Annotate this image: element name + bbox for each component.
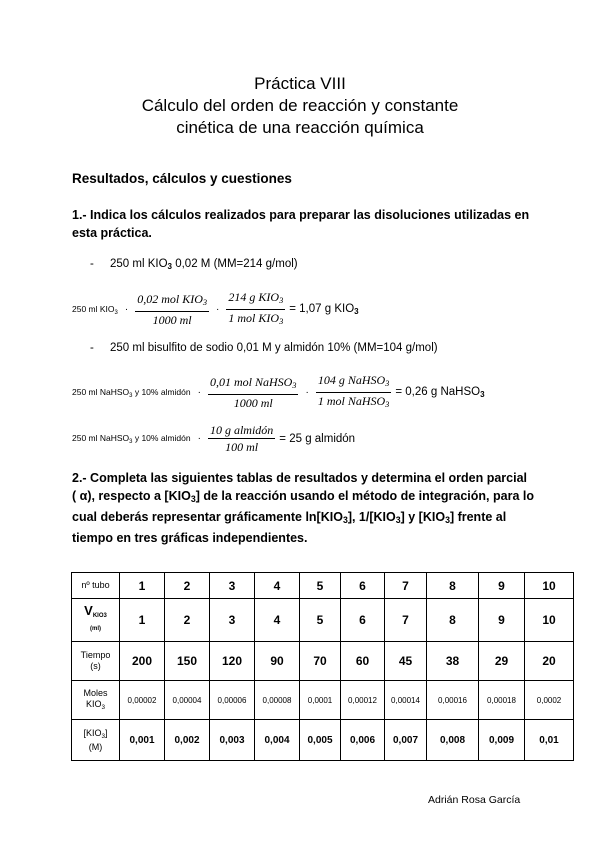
bullet-kio3-post: 0,02 M (MM=214 g/mol) bbox=[172, 258, 298, 270]
cell-tubo: 4 bbox=[255, 573, 300, 599]
subscript: 3 bbox=[129, 438, 133, 445]
calc-label-post: y 10% almidón bbox=[132, 432, 191, 443]
denominator-text: 1 mol NaHSO bbox=[317, 394, 386, 408]
cell-tiempo: 38 bbox=[427, 642, 479, 681]
cell-moles: 0,00016 bbox=[427, 681, 479, 720]
section-heading: Resultados, cálculos y cuestiones bbox=[72, 171, 292, 186]
conc-label-post: ] bbox=[105, 727, 108, 738]
cell-concentration: 0,004 bbox=[255, 720, 300, 761]
cell-moles: 0,00008 bbox=[255, 681, 300, 720]
cell-tubo: 5 bbox=[300, 573, 341, 599]
cell-concentration: 0,003 bbox=[210, 720, 255, 761]
cell-volume: 5 bbox=[300, 599, 341, 642]
cell-concentration: 0,002 bbox=[165, 720, 210, 761]
subscript: 3 bbox=[292, 381, 297, 390]
header-volume bbox=[72, 599, 120, 642]
cell-tiempo: 150 bbox=[165, 642, 210, 681]
subscript: 3 bbox=[129, 392, 133, 399]
cell-moles: 0,0001 bbox=[300, 681, 341, 720]
cell-tiempo: 20 bbox=[525, 642, 574, 681]
calc-label-text: 250 ml NaHSO bbox=[72, 432, 130, 443]
bullet-bisulfito-text: 250 ml bisulfito de sodio 0,01 M y almidón 10% (MM=104 g/mol) bbox=[110, 342, 438, 354]
cell-concentration: 0,008 bbox=[427, 720, 479, 761]
cell-tubo: 1 bbox=[120, 573, 165, 599]
cell-moles: 0,00012 bbox=[341, 681, 385, 720]
result-text: = 0,26 g NaHSO bbox=[395, 386, 481, 398]
fraction-numerator bbox=[316, 373, 392, 393]
fraction-numerator: 10 g almidón bbox=[209, 423, 274, 437]
cell-volume: 8 bbox=[427, 599, 479, 642]
calc-result bbox=[395, 386, 484, 399]
cell-tiempo: 70 bbox=[300, 642, 341, 681]
cell-tiempo: 200 bbox=[120, 642, 165, 681]
subscript: 3 bbox=[354, 307, 359, 316]
cell-volume: 6 bbox=[341, 599, 385, 642]
cell-concentration: 0,006 bbox=[341, 720, 385, 761]
row-volume bbox=[72, 599, 574, 642]
volume-unit: (ml) bbox=[90, 626, 101, 632]
cell-volume: 4 bbox=[255, 599, 300, 642]
cell-tiempo: 60 bbox=[341, 642, 385, 681]
cell-concentration: 0,001 bbox=[120, 720, 165, 761]
fraction-numerator bbox=[135, 292, 209, 312]
fraction-percent bbox=[208, 423, 275, 454]
subscript: 3 bbox=[395, 515, 401, 525]
moles-species: KIO bbox=[85, 698, 102, 709]
cell-moles: 0,0002 bbox=[525, 681, 574, 720]
subscript: 3 bbox=[480, 390, 485, 399]
calc-label bbox=[72, 387, 191, 399]
bullet-kio3-pre: 250 ml KIO bbox=[110, 258, 168, 270]
numerator-text: 0,01 mol NaHSO bbox=[209, 375, 293, 389]
calc-label-post: y 10% almidón bbox=[132, 386, 191, 397]
title-line-2: Cálculo del orden de reacción y constante bbox=[141, 96, 459, 115]
q2-text: ] y [KIO bbox=[400, 510, 446, 524]
subscript: 3 bbox=[445, 515, 450, 525]
cell-volume: 9 bbox=[479, 599, 525, 642]
bullet-bisulfito bbox=[90, 342, 438, 354]
calc-label-text: 250 ml KIO bbox=[72, 303, 115, 314]
cell-tubo: 3 bbox=[210, 573, 255, 599]
calc-result bbox=[289, 303, 358, 316]
cell-tubo: 10 bbox=[525, 573, 574, 599]
q2-text: cual deberás representar gráficamente ln[KIO bbox=[72, 510, 343, 524]
conc-unit: (M) bbox=[88, 741, 103, 752]
cell-tubo: 9 bbox=[479, 573, 525, 599]
cell-volume: 3 bbox=[210, 599, 255, 642]
subscript: 3 bbox=[101, 703, 106, 711]
cell-concentration: 0,01 bbox=[525, 720, 574, 761]
cell-moles: 0,00018 bbox=[479, 681, 525, 720]
fraction-denominator: 1000 ml bbox=[233, 396, 273, 410]
subscript: 3 bbox=[342, 515, 348, 525]
fraction-concentration bbox=[135, 292, 209, 327]
tiempo-unit: (s) bbox=[90, 661, 101, 671]
bullet-kio3 bbox=[90, 258, 298, 271]
multiply-dot: · bbox=[197, 387, 201, 398]
cell-volume: 10 bbox=[525, 599, 574, 642]
cell-tiempo: 90 bbox=[255, 642, 300, 681]
page-title bbox=[0, 73, 600, 139]
fraction-molar-mass bbox=[316, 373, 392, 412]
numerator-text: 214 g KIO bbox=[228, 290, 280, 304]
calc-label bbox=[72, 433, 191, 445]
cell-volume: 1 bbox=[120, 599, 165, 642]
fraction-numerator bbox=[226, 290, 285, 310]
question-1 bbox=[72, 206, 532, 242]
author-name: Adrián Rosa García bbox=[428, 794, 521, 806]
cell-tiempo: 45 bbox=[385, 642, 427, 681]
conc-label-pre: [KIO bbox=[83, 727, 102, 738]
subscript: KIO3 bbox=[92, 613, 107, 619]
header-tubo: nº tubo bbox=[72, 573, 120, 599]
subscript: 3 bbox=[202, 298, 208, 307]
question-1-line-2: esta práctica. bbox=[72, 226, 152, 240]
multiply-dot: · bbox=[197, 433, 201, 444]
fraction-denominator bbox=[226, 310, 285, 329]
cell-tubo: 2 bbox=[165, 573, 210, 599]
fraction-denominator: 100 ml bbox=[225, 440, 259, 454]
calculation-nahso3 bbox=[72, 373, 485, 412]
question-1-line-1: 1.- Indica los cálculos realizados para preparar las disoluciones utilizadas en bbox=[72, 208, 530, 222]
question-2-line-1: 2.- Completa las siguientes tablas de resultados y determina el orden parcial bbox=[72, 471, 528, 485]
calculation-almidon bbox=[72, 423, 355, 454]
row-moles bbox=[72, 681, 574, 720]
cell-volume: 7 bbox=[385, 599, 427, 642]
q2-text: ] de la reacción usando el método de integración, para lo bbox=[195, 489, 534, 503]
cell-volume: 2 bbox=[165, 599, 210, 642]
cell-tubo: 6 bbox=[341, 573, 385, 599]
row-tiempo bbox=[72, 642, 574, 681]
fraction-denominator: 1000 ml bbox=[152, 313, 192, 327]
multiply-dot: · bbox=[124, 304, 129, 315]
fraction-concentration bbox=[208, 375, 299, 410]
cell-concentration: 0,007 bbox=[385, 720, 427, 761]
q2-text: ] frente al bbox=[449, 510, 507, 524]
cell-moles: 0,00002 bbox=[120, 681, 165, 720]
cell-tubo: 8 bbox=[427, 573, 479, 599]
title-line-1: Práctica VIII bbox=[254, 74, 346, 93]
fraction-numerator bbox=[208, 375, 299, 395]
results-table bbox=[71, 572, 574, 761]
question-2 bbox=[72, 469, 542, 547]
multiply-dot: · bbox=[216, 304, 220, 315]
cell-concentration: 0,005 bbox=[300, 720, 341, 761]
q2-text: ( α), respecto a [KIO bbox=[72, 489, 191, 503]
cell-moles: 0,00006 bbox=[210, 681, 255, 720]
subscript: 3 bbox=[279, 317, 284, 326]
bullet-dash: - bbox=[90, 342, 94, 354]
cell-moles: 0,00004 bbox=[165, 681, 210, 720]
subscript: 3 bbox=[385, 400, 390, 409]
numerator-text: 104 g NaHSO bbox=[317, 373, 386, 387]
fraction-denominator bbox=[316, 393, 392, 412]
header-tiempo bbox=[72, 642, 120, 681]
numerator-text: 0,02 mol KIO bbox=[137, 292, 203, 306]
cell-tubo: 7 bbox=[385, 573, 427, 599]
subscript: 3 bbox=[167, 262, 173, 271]
question-2-line-2 bbox=[72, 487, 542, 508]
cell-tiempo: 120 bbox=[210, 642, 255, 681]
header-concentration bbox=[72, 720, 120, 761]
fraction-molar-mass bbox=[226, 290, 285, 329]
subscript: 3 bbox=[385, 379, 390, 388]
subscript: 3 bbox=[101, 732, 105, 740]
calc-label bbox=[72, 304, 118, 316]
calc-result: = 25 g almidón bbox=[279, 432, 356, 445]
subscript: 3 bbox=[114, 309, 118, 316]
title-line-3: cinética de una reacción química bbox=[176, 118, 424, 137]
volume-symbol: V bbox=[84, 603, 93, 618]
tiempo-label: Tiempo bbox=[80, 650, 111, 660]
result-text: = 1,07 g KIO bbox=[289, 303, 355, 315]
cell-concentration: 0,009 bbox=[479, 720, 525, 761]
q2-text: ], 1/[KIO bbox=[347, 510, 396, 524]
calc-label-text: 250 ml NaHSO bbox=[72, 386, 130, 397]
subscript: 3 bbox=[190, 494, 196, 504]
question-2-line-3 bbox=[72, 508, 542, 529]
denominator-text: 1 mol KIO bbox=[228, 311, 280, 325]
row-concentration bbox=[72, 720, 574, 761]
row-tubo bbox=[72, 573, 574, 599]
subscript: 3 bbox=[279, 296, 284, 305]
cell-moles: 0,00014 bbox=[385, 681, 427, 720]
moles-label: Moles bbox=[83, 687, 108, 698]
bullet-dash: - bbox=[90, 258, 94, 270]
calculation-kio3 bbox=[72, 290, 359, 329]
header-moles bbox=[72, 681, 120, 720]
question-2-line-4: tiempo en tres gráficas independientes. bbox=[72, 531, 308, 545]
cell-tiempo: 29 bbox=[479, 642, 525, 681]
multiply-dot: · bbox=[305, 387, 309, 398]
